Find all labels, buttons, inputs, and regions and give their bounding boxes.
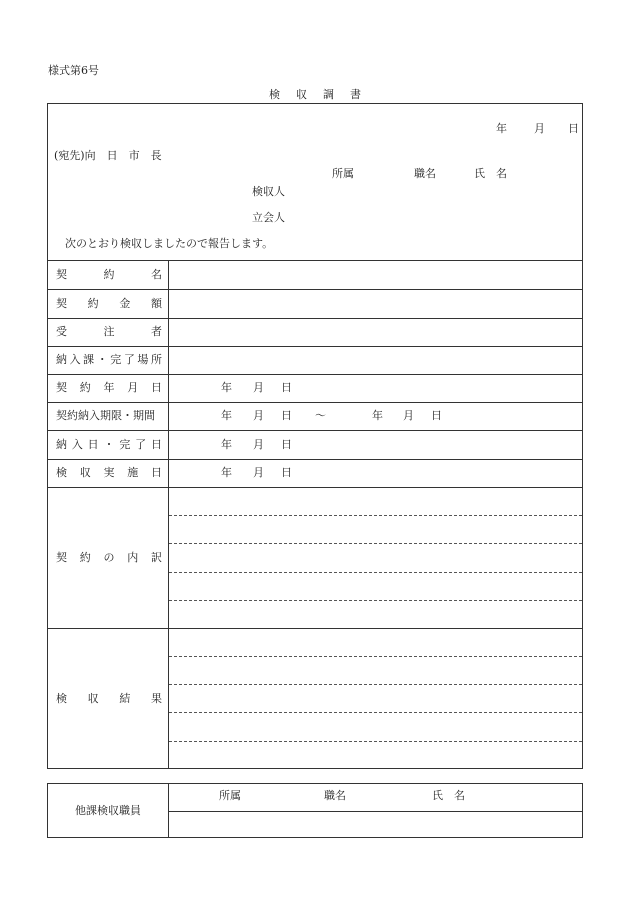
witness-label: 立会人 bbox=[252, 211, 285, 224]
date-year: 年 bbox=[496, 122, 507, 135]
label-char: 納 bbox=[56, 438, 67, 451]
label-char: 検 bbox=[56, 691, 67, 705]
dashed-line bbox=[169, 741, 582, 742]
day-label: 日 bbox=[281, 466, 292, 479]
month-label: 月 bbox=[253, 381, 264, 394]
label-char: ・ bbox=[96, 353, 108, 366]
label-char: 課 bbox=[83, 353, 95, 366]
contractor-value[interactable] bbox=[169, 318, 582, 346]
dashed-line bbox=[169, 572, 582, 573]
date-month: 月 bbox=[534, 122, 545, 135]
col-affiliation: 所属 bbox=[219, 789, 241, 802]
row-contract-date bbox=[48, 374, 582, 403]
row-delivery-deadline bbox=[48, 402, 582, 431]
label-char: 約 bbox=[103, 268, 115, 281]
label-char: 月 bbox=[127, 381, 139, 394]
month-label: 月 bbox=[253, 409, 264, 422]
dashed-line bbox=[169, 656, 582, 657]
row-delivery-place bbox=[48, 346, 582, 375]
year-label: 年 bbox=[221, 438, 232, 451]
label-char: 納 bbox=[56, 353, 67, 366]
label-char: 了 bbox=[123, 353, 135, 366]
day-label: 日 bbox=[431, 409, 442, 422]
label-char: 額 bbox=[150, 297, 162, 310]
label-char: 果 bbox=[150, 691, 162, 705]
row-divider bbox=[169, 811, 582, 812]
label-char: 所 bbox=[150, 353, 162, 366]
statement: 次のとおり検収しましたので報告します。 bbox=[65, 237, 274, 250]
label-char: 日 bbox=[151, 466, 162, 479]
label-char: 収 bbox=[79, 466, 91, 479]
inspection-result-block bbox=[48, 629, 582, 768]
label-char: 金 bbox=[119, 297, 131, 310]
addressee: (宛先)向 日 市 長 bbox=[54, 149, 162, 162]
label-char: 収 bbox=[87, 691, 99, 705]
label-char: 入 bbox=[69, 353, 81, 366]
other-staff-label: 他課検収職員 bbox=[75, 803, 141, 817]
label-char: 日 bbox=[150, 438, 162, 451]
delivery-place-value[interactable] bbox=[169, 346, 582, 374]
label-char: 約 bbox=[87, 297, 99, 310]
label-char: 年 bbox=[103, 381, 115, 394]
label-char: 施 bbox=[127, 466, 139, 479]
dashed-line bbox=[169, 515, 582, 516]
row-contract-name bbox=[48, 261, 582, 290]
contract-date-value[interactable] bbox=[169, 374, 582, 402]
form-number: 様式第6号 bbox=[48, 64, 99, 77]
row-inspection-date bbox=[48, 459, 582, 488]
dashed-line bbox=[169, 712, 582, 713]
label-char: 契 bbox=[56, 297, 67, 310]
label-char: 入 bbox=[71, 438, 83, 451]
label-char: 検 bbox=[56, 466, 67, 479]
label-char: 完 bbox=[110, 353, 122, 366]
label-char: 契 bbox=[56, 268, 67, 281]
year-label: 年 bbox=[372, 409, 383, 422]
label-char: ・ bbox=[103, 438, 115, 451]
label-text: 契約納入期限・期間 bbox=[56, 409, 155, 422]
label-char: の bbox=[103, 551, 115, 564]
label-char: 日 bbox=[151, 381, 162, 394]
label-char: 了 bbox=[135, 438, 147, 451]
day-label: 日 bbox=[281, 381, 292, 394]
col-name: 氏 名 bbox=[432, 789, 465, 802]
label-char: 契 bbox=[56, 551, 67, 564]
label-char: 契 bbox=[56, 381, 67, 394]
inspection-date-value[interactable] bbox=[169, 459, 582, 487]
header-block bbox=[48, 104, 582, 261]
document-title: 検収調書 bbox=[269, 88, 377, 101]
month-label: 月 bbox=[253, 466, 264, 479]
row-contract-amount bbox=[48, 290, 582, 319]
label-char: 名 bbox=[151, 268, 162, 281]
label-char: 内 bbox=[127, 551, 139, 564]
contract-breakdown-block bbox=[48, 488, 582, 629]
col-position: 職名 bbox=[414, 167, 436, 180]
row-delivery-date bbox=[48, 431, 582, 460]
dashed-line bbox=[169, 543, 582, 544]
col-name: 氏 名 bbox=[474, 167, 507, 180]
month-label: 月 bbox=[253, 438, 264, 451]
month-label: 月 bbox=[403, 409, 414, 422]
date-day: 日 bbox=[568, 122, 579, 135]
label-char: 日 bbox=[87, 438, 99, 451]
label-char: 訳 bbox=[151, 551, 162, 564]
label-char: 受 bbox=[56, 325, 67, 338]
dashed-line bbox=[169, 600, 582, 601]
delivery-date-value[interactable] bbox=[169, 431, 582, 459]
dashed-line bbox=[169, 684, 582, 685]
label-char: 完 bbox=[119, 438, 131, 451]
other-staff-table bbox=[47, 783, 583, 838]
label-char: 者 bbox=[151, 325, 162, 338]
delivery-deadline-value[interactable] bbox=[169, 402, 582, 430]
col-affiliation: 所属 bbox=[332, 167, 354, 180]
row-contractor bbox=[48, 318, 582, 347]
label-char: 約 bbox=[79, 551, 91, 564]
label-char: 結 bbox=[119, 691, 131, 705]
label-char: 注 bbox=[103, 325, 115, 338]
year-label: 年 bbox=[221, 381, 232, 394]
day-label: 日 bbox=[281, 438, 292, 451]
contract-name-value[interactable] bbox=[169, 261, 582, 289]
label-char: 場 bbox=[137, 353, 149, 366]
contract-amount-value[interactable] bbox=[169, 290, 582, 318]
tilde: ～ bbox=[315, 409, 326, 422]
inspector-label: 検収人 bbox=[252, 185, 285, 198]
day-label: 日 bbox=[281, 409, 292, 422]
label-char: 実 bbox=[103, 466, 115, 479]
col-position: 職名 bbox=[324, 789, 346, 802]
year-label: 年 bbox=[221, 409, 232, 422]
inspection-form-table bbox=[47, 103, 583, 769]
year-label: 年 bbox=[221, 466, 232, 479]
label-char: 約 bbox=[79, 381, 91, 394]
